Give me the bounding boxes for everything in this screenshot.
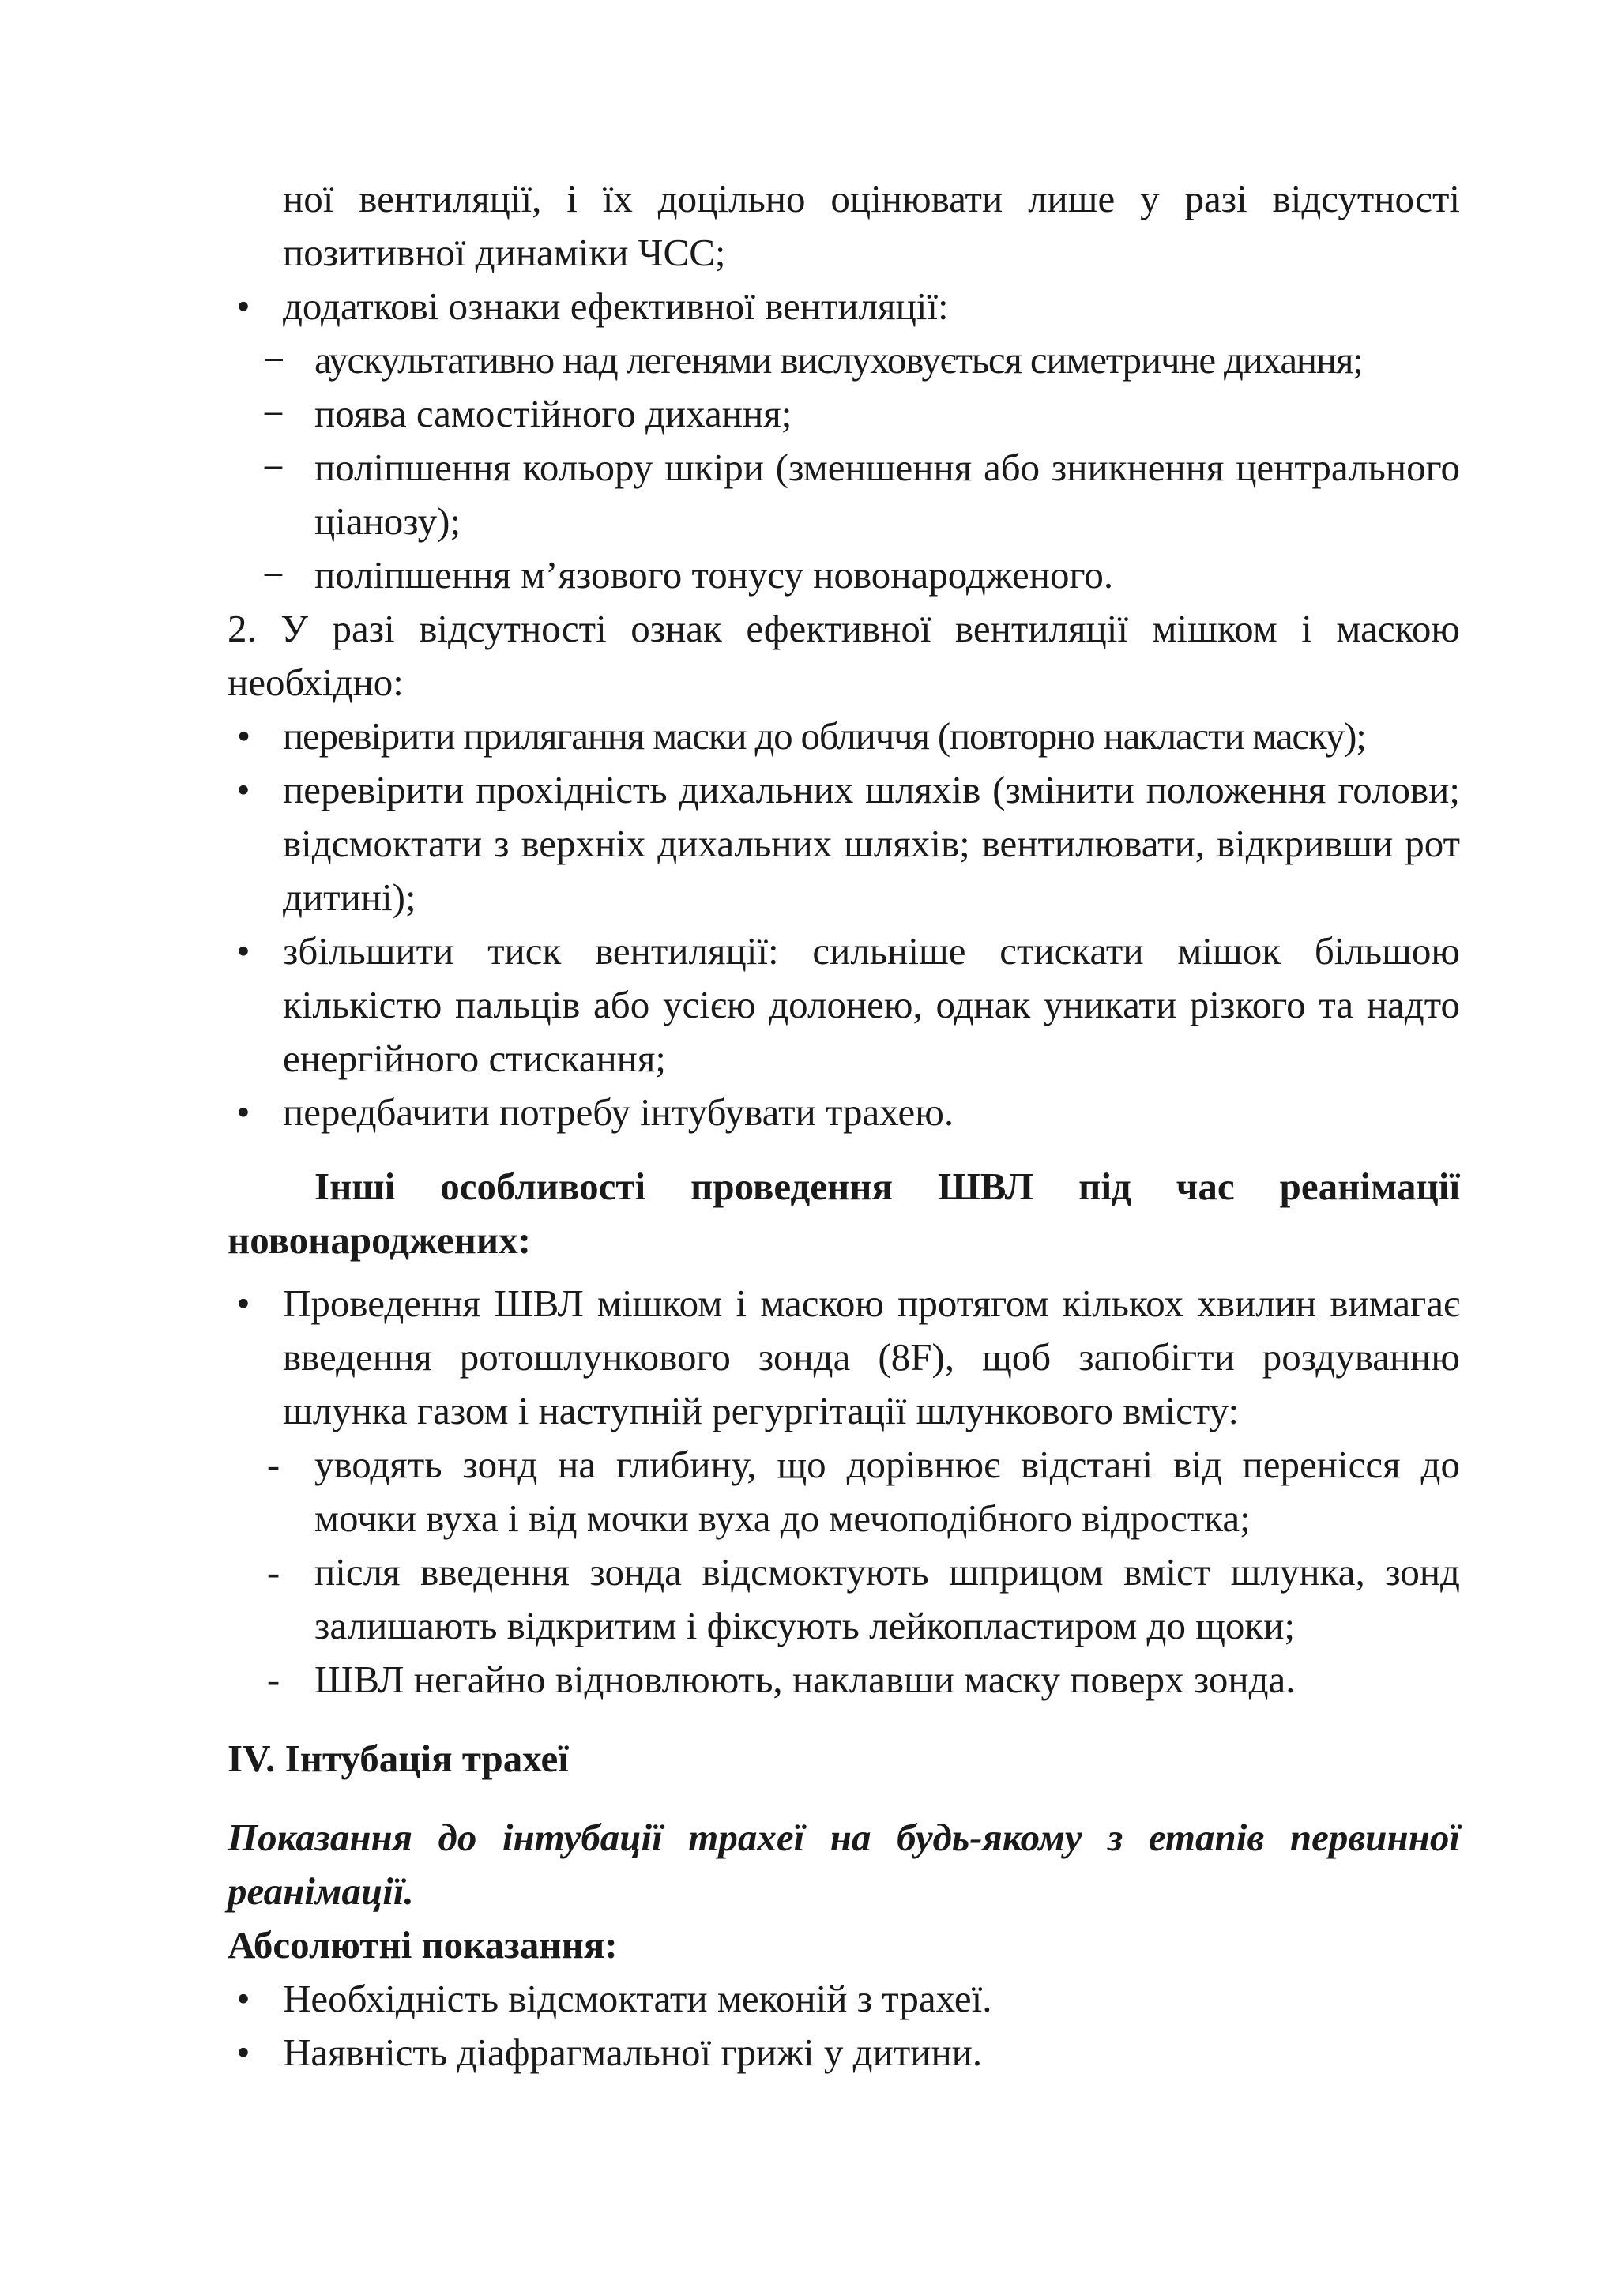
dash-marker: - bbox=[266, 1658, 280, 1701]
bullet-marker: • bbox=[236, 1090, 250, 1134]
sub-item-text: поява самостійного дихання; bbox=[314, 392, 792, 435]
sub-item-tube-depth bbox=[228, 1438, 1460, 1545]
section-heading-iv: IV. Інтубація трахеї bbox=[228, 1737, 569, 1780]
bullet-marker: • bbox=[236, 2031, 250, 2074]
dash-marker: − bbox=[262, 338, 284, 382]
bullet-gastric-tube bbox=[228, 1277, 1460, 1438]
sub-item-text: поліпшення кольору шкіри (зменшення або зникнення центрального ціанозу); bbox=[314, 446, 1460, 543]
bullet-text: перевірити прохідність дихальних шляхів (змінити положення голови; відсмоктати з верхніх дихальних шляхів; вентилювати, відкривши рот дитині); bbox=[283, 768, 1460, 919]
sub-item-suction bbox=[228, 1545, 1460, 1653]
bullet-meconium bbox=[228, 1972, 1460, 2026]
bullet-intubation-need bbox=[228, 1086, 1460, 1139]
bullet-additional-signs bbox=[228, 280, 1460, 333]
sub-item-text: уводять зонд на глибину, що дорівнює відстані від перенісся до мочки вуха і від мочки вуха до мечоподібного відростка; bbox=[314, 1443, 1460, 1540]
document-page bbox=[228, 172, 1460, 2080]
sub-item-text: поліпшення м’язового тонусу новонародженого. bbox=[314, 553, 1114, 597]
sub-item-text: ШВЛ негайно відновлюють, наклавши маску поверх зонда. bbox=[314, 1658, 1296, 1701]
bullet-diaphragmatic-hernia bbox=[228, 2026, 1460, 2080]
bullet-text: Проведення ШВЛ мішком і маскою протягом кількох хвилин вимагає введення ротошлункового зонда (8F), щоб запобігти роздуванню шлунка газом і наступній регургітації шлункового вмісту: bbox=[283, 1282, 1460, 1432]
sub-item-text: після введення зонда відсмоктують шприцом вміст шлунка, зонд залишають відкритим і фіксують лейкопластиром до щоки; bbox=[314, 1550, 1460, 1647]
dash-marker: − bbox=[262, 553, 284, 597]
dash-marker: − bbox=[262, 446, 284, 489]
heading-other-features: Інші особливості проведення ШВЛ під час реанімації новонароджених: bbox=[228, 1165, 1460, 1262]
bullet-increase-pressure bbox=[228, 924, 1460, 1086]
sub-item-auscultation bbox=[228, 333, 1460, 387]
sub-item-muscle-tone bbox=[228, 548, 1460, 602]
bullet-text: Необхідність відсмоктати меконій з трахеї. bbox=[283, 1977, 992, 2020]
sub-item-text: аускультативно над легенями вислуховується симетричне дихання; bbox=[314, 338, 1363, 382]
bullet-marker: • bbox=[236, 1977, 250, 2020]
bullet-marker: • bbox=[236, 929, 250, 973]
bullet-check-airway bbox=[228, 763, 1460, 924]
indications-heading: Показання до інтубації трахеї на будь-якому з етапів первинної реанімації. bbox=[228, 1816, 1460, 1913]
bullet-text: Наявність діафрагмальної грижі у дитини. bbox=[283, 2031, 983, 2074]
bullet-marker: • bbox=[237, 714, 250, 758]
paragraph-2: 2. У разі відсутності ознак ефективної вентиляції мішком і маскою необхідно: bbox=[228, 607, 1460, 704]
bullet-marker: • bbox=[236, 284, 250, 328]
bullet-check-mask bbox=[228, 710, 1460, 763]
bullet-marker: • bbox=[236, 768, 250, 811]
bullet-text: збільшити тиск вентиляції: сильніше стискати мішок більшою кількістю пальців або усією долонею, однак уникати різкого та надто енергійного стискання; bbox=[283, 929, 1460, 1080]
bullet-marker: • bbox=[236, 1282, 250, 1325]
dash-marker: − bbox=[262, 392, 284, 435]
dash-marker: - bbox=[266, 1443, 280, 1486]
intro-paragraph: ної вентиляції, і їх доцільно оцінювати лише у разі відсутності позитивної динаміки ЧСС; bbox=[283, 177, 1460, 274]
bullet-text: передбачити потребу інтубувати трахею. bbox=[283, 1090, 954, 1134]
sub-item-resume-ventilation bbox=[228, 1653, 1460, 1707]
dash-marker: - bbox=[266, 1550, 280, 1594]
sub-item-spontaneous-breathing bbox=[228, 387, 1460, 441]
absolute-indications-heading: Абсолютні показання: bbox=[228, 1923, 618, 1967]
bullet-text: перевірити прилягання маски до обличчя (повторно накласти маску); bbox=[283, 714, 1366, 758]
bullet-text: додаткові ознаки ефективної вентиляції: bbox=[283, 284, 949, 328]
sub-item-skin-color bbox=[228, 441, 1460, 548]
